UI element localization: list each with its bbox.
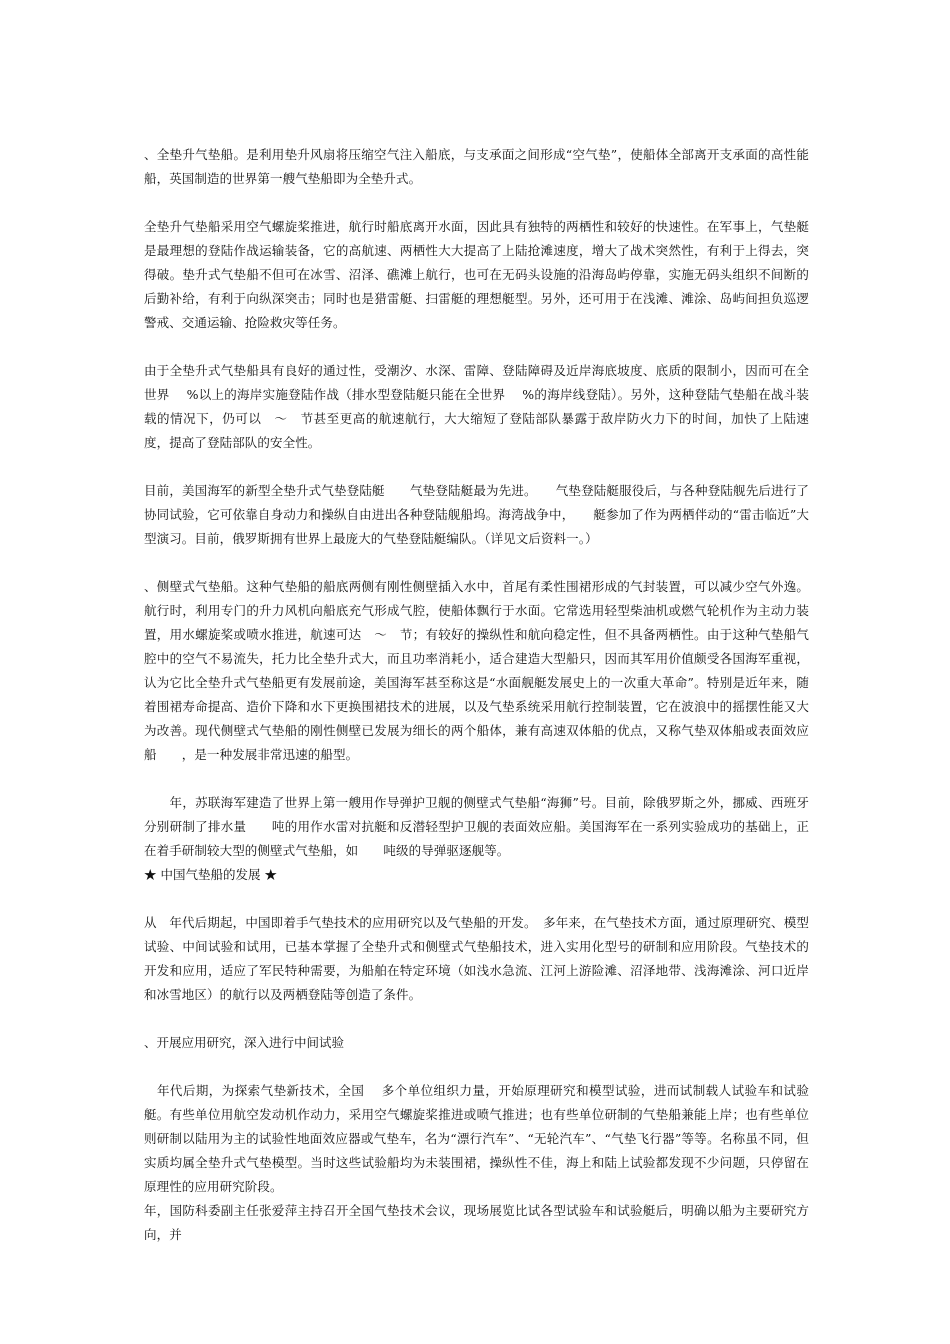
paragraph-sidewall-intro: 、侧壁式气垫船。这种气垫船的船底两侧有刚性侧壁插入水中，首尾有柔性围裙形成的气封装置，可以减少空气外逸。航行时，利用专门的升力风机向船底充气形成气腔，使船体飘行于水面。它常选用轻型柴油机或燃气轮机作为主动力装置，用水螺旋桨或喷水推进，航速可达 ～ 节；有较好的操纵性和航向稳定性，但不具备两栖性。由于这种气垫船气腔中的空气不易流失，托力比全垫升式大，而且功率消耗小，适合建造大型船只，因而其军用价值颇受各国海军重视，认为它比全垫升式气垫船更有发展前途，美国海军甚至称这是“水面舰艇发展史上的一次重大革命”。特别是近年来，随着围裙寿命提高、造价下降和水下更换围裙技术的进展，以及气垫系统采用航行控制装置，它在波浪中的摇摆性能又大为改善。现代侧壁式气垫船的刚性侧壁已发展为细长的两个船体，兼有高速双体船的优点，又称气垫双体船或表面效应船 ，是一种发展非常迅速的船型。 — [144, 579, 809, 762]
paragraph-full-cushion-passability: 由于全垫升式气垫船具有良好的通过性，受潮汐、水深、雷障、登陆障碍及近岸海底坡度、底质的限制小，因而可在全世界 %以上的海岸实施登陆作战（排水型登陆艇只能在全世界 %的海岸线登陆）。另外，这种登陆气垫船在战斗装载的情况下，仍可以 ～ 节甚至更高的航速航行，大大缩短了登陆部队暴露于敌岸防火力下的时间，加快了上陆速度，提高了登陆部队的安全性。 — [144, 363, 809, 450]
section-heading-china-development: ★ 中国气垫船的发展 ★ — [144, 867, 277, 882]
document-body — [144, 143, 809, 1247]
paragraph-china-overview: 从 年代后期起，中国即着手气垫技术的应用研究以及气垫船的开发。 多年来，在气垫技术方面，通过原理研究、模型试验、中间试验和试用，已基本掌握了全垫升式和侧壁式气垫船技术，进入实用化型号的研制和应用阶段。气垫技术的开发和应用，适应了军民特种需要，为船舶在特定环境（如浅水急流、江河上游险滩、沼泽地带、浅海滩涂、河口近岸和冰雪地区）的航行以及两栖登陆等创造了条件。 — [144, 915, 809, 1002]
paragraph-national-conference: 年，国防科委副主任张爱萍主持召开全国气垫技术会议，现场展览比试各型试验车和试验艇后，明确以船为主要研究方向，并 — [144, 1203, 809, 1242]
paragraph-early-experiments: 年代后期，为探索气垫新技术，全国 多个单位组织力量，开始原理研究和模型试验，进而试制载人试验车和试验艇。有些单位用航空发动机作动力，采用空气螺旋桨推进或喷气推进；也有些单位研制的气垫船兼能上岸；也有些单位则研制以陆用为主的试验性地面效应器或气垫车，名为“漂行汽车”、“无轮汽车”、“气垫飞行器”等等。名称虽不同，但实质均属全垫升式气垫模型。当时这些试验船均为未装围裙，操纵性不佳，海上和陆上试验都发现不少问题，只停留在原理性的应用研究阶段。 — [144, 1083, 809, 1194]
paragraph-full-cushion-propulsion: 全垫升气垫船采用空气螺旋桨推进，航行时船底离开水面，因此具有独特的两栖性和较好的快速性。在军事上，气垫艇是最理想的登陆作战运输装备，它的高航速、两栖性大大提高了上陆抢滩速度，增大了战术突然性，有利于上得去，突得破。垫升式气垫船不但可在冰雪、沼泽、礁滩上航行，也可在无码头设施的沿海岛屿停靠，实施无码头组织不间断的后勤补给，有利于向纵深突击；同时也是猎雷艇、扫雷艇的理想艇型。另外，还可用于在浅滩、滩涂、岛屿间担负巡逻警戒、交通运输、抢险救灾等任务。 — [144, 219, 809, 330]
paragraph-sidewall-history: 年，苏联海军建造了世界上第一艘用作导弹护卫舰的侧壁式气垫船“海狮”号。目前，除俄罗斯之外，挪威、西班牙分别研制了排水量 吨的用作水雷对抗艇和反潜轻型护卫舰的表面效应船。美国海军在一系列实验成功的基础上，正在着手研制较大型的侧壁式气垫船，如 吨级的导弹驱逐舰等。 — [144, 795, 809, 858]
paragraph-us-navy-lcac: 目前，美国海军的新型全垫升式气垫登陆艇 气垫登陆艇最为先进。 气垫登陆艇服役后，与各种登陆舰先后进行了协同试验，它可依靠自身动力和操纵自由进出各种登陆舰船坞。海湾战争中， 艇参加了作为两栖伴动的“雷击临近”大型演习。目前，俄罗斯拥有世界上最庞大的气垫登陆艇编队。（详见文后资料一。） — [144, 483, 809, 546]
section-heading-applied-research: 、开展应用研究，深入进行中间试验 — [144, 1035, 345, 1050]
paragraph-full-cushion-intro: 、全垫升气垫船。是利用垫升风扇将压缩空气注入船底，与支承面之间形成“空气垫”，使船体全部离开支承面的高性能船，英国制造的世界第一艘气垫船即为全垫升式。 — [144, 147, 809, 186]
